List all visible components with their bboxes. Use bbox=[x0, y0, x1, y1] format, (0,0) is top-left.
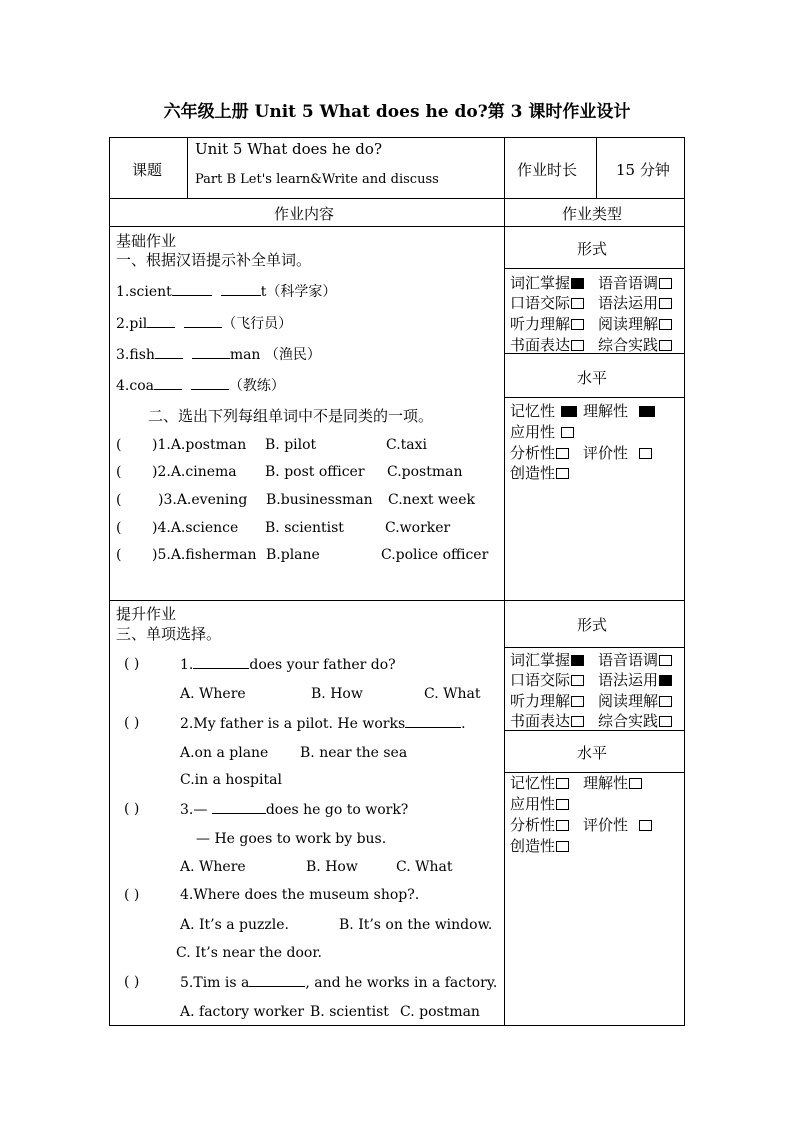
level-checkbox[interactable] bbox=[629, 778, 642, 789]
word-prefix: 1.scient bbox=[116, 284, 172, 300]
stem-lead: 3.— bbox=[180, 802, 208, 818]
answer-blank[interactable] bbox=[193, 656, 249, 669]
level-checkbox[interactable] bbox=[561, 427, 574, 438]
skill-item bbox=[510, 334, 584, 355]
level-checkbox[interactable] bbox=[556, 799, 569, 810]
skill-item bbox=[598, 334, 672, 355]
level-checkbox[interactable] bbox=[556, 820, 569, 831]
option-b: B. It’s on the window. bbox=[339, 917, 493, 933]
answer-blank[interactable] bbox=[154, 377, 182, 390]
skill-item bbox=[598, 272, 672, 293]
stem-lead: 5.Tim is a bbox=[180, 975, 250, 991]
level-item bbox=[510, 400, 577, 421]
choice-paren[interactable]: ( bbox=[116, 520, 122, 536]
choice-option-a: )5.A.fisherman bbox=[152, 547, 257, 563]
choice-option-c: C.next week bbox=[388, 492, 475, 508]
option-c: C. What bbox=[396, 859, 453, 875]
option-a: A. It’s a puzzle. bbox=[180, 917, 289, 933]
question-reply: — He goes to work by bus. bbox=[196, 831, 387, 847]
skill-item bbox=[510, 272, 584, 293]
choice-option-b: B. pilot bbox=[265, 437, 317, 453]
skill-label: 综合实践 bbox=[598, 336, 659, 354]
part-title: Part B Let's learn&Write and discuss bbox=[195, 172, 439, 187]
level-checkbox[interactable] bbox=[556, 841, 569, 852]
question-stem bbox=[180, 974, 497, 991]
option-c: C. What bbox=[424, 686, 481, 702]
word-prefix: 3.fish bbox=[116, 347, 155, 363]
skill-label: 综合实践 bbox=[598, 712, 659, 730]
option-b: B. How bbox=[311, 686, 363, 702]
question-stem bbox=[180, 715, 466, 732]
choice-option-a: )4.A.science bbox=[152, 520, 239, 536]
choice-option-c: C.taxi bbox=[386, 437, 428, 453]
answer-blank[interactable] bbox=[184, 315, 222, 328]
answer-blank[interactable] bbox=[249, 974, 305, 987]
level-label: 水平 bbox=[577, 744, 608, 762]
skill-checkbox[interactable] bbox=[571, 319, 584, 330]
option-b: B. scientist bbox=[310, 1004, 389, 1020]
level-text: 理解性 bbox=[583, 402, 629, 420]
level-checkbox[interactable] bbox=[639, 448, 652, 459]
unit-title: Unit 5 What does he do? bbox=[195, 140, 382, 158]
level-item bbox=[510, 772, 569, 793]
choice-option-c: C.worker bbox=[385, 520, 451, 536]
word-suffix: （飞行员） bbox=[222, 316, 293, 332]
option-a: A. Where bbox=[180, 686, 246, 702]
stem-rest: , and he works in a factory. bbox=[305, 975, 498, 991]
skill-label: 语法运用 bbox=[598, 294, 659, 312]
skill-checkbox[interactable] bbox=[659, 696, 672, 707]
option-a: A. factory worker bbox=[180, 1004, 305, 1020]
basic-heading: 基础作业 bbox=[116, 232, 177, 250]
word-item bbox=[116, 281, 336, 301]
level-text: 分析性 bbox=[510, 816, 556, 834]
choice-option-c: C.police officer bbox=[381, 547, 489, 563]
level-checkbox[interactable] bbox=[561, 406, 577, 417]
advanced-heading: 提升作业 bbox=[116, 605, 177, 623]
level-text: 应用性 bbox=[510, 423, 556, 441]
skill-label: 听力理解 bbox=[510, 315, 571, 333]
skill-item bbox=[598, 292, 672, 313]
word-item bbox=[116, 313, 292, 333]
level-checkbox[interactable] bbox=[556, 778, 569, 789]
choice-paren[interactable]: ( bbox=[116, 492, 122, 508]
question-stem bbox=[180, 656, 396, 673]
level-checkbox[interactable] bbox=[556, 448, 569, 459]
skill-checkbox[interactable] bbox=[571, 298, 584, 309]
content-label: 作业内容 bbox=[274, 205, 335, 223]
level-label: 水平 bbox=[577, 369, 608, 387]
option-c: C. It’s near the door. bbox=[176, 945, 322, 961]
skill-label: 阅读理解 bbox=[598, 692, 659, 710]
choice-option-a: )2.A.cinema bbox=[152, 464, 237, 480]
section1-title: 一、根据汉语提示补全单词。 bbox=[116, 251, 312, 269]
skill-item bbox=[598, 690, 672, 711]
topic-label: 课题 bbox=[132, 161, 163, 179]
stem-lead: 2.My father is a pilot. He works bbox=[180, 716, 406, 732]
section2-title: 二、选出下列每组单词中不是同类的一项。 bbox=[148, 407, 434, 425]
question-stem: 4.Where does the museum shop?. bbox=[180, 887, 420, 903]
answer-blank[interactable] bbox=[192, 346, 230, 359]
word-prefix: 4.coa bbox=[116, 378, 154, 394]
skill-label: 口语交际 bbox=[510, 671, 571, 689]
level-text: 应用性 bbox=[510, 795, 556, 813]
option-a: A. Where bbox=[180, 859, 246, 875]
skill-item bbox=[598, 649, 672, 670]
level-checkbox[interactable] bbox=[556, 468, 569, 479]
skill-item bbox=[510, 669, 584, 690]
skill-checkbox[interactable] bbox=[571, 696, 584, 707]
level-text: 创造性 bbox=[510, 837, 556, 855]
form-label: 形式 bbox=[577, 616, 608, 634]
choice-option-a: )1.A.postman bbox=[152, 437, 247, 453]
skill-item bbox=[510, 313, 584, 334]
level-item bbox=[510, 793, 569, 814]
level-checkbox[interactable] bbox=[639, 820, 652, 831]
level-item bbox=[510, 421, 574, 442]
answer-blank[interactable] bbox=[191, 377, 229, 390]
answer-blank[interactable] bbox=[212, 801, 266, 814]
question-paren[interactable]: ( ) bbox=[124, 887, 140, 903]
level-item bbox=[583, 442, 652, 463]
level-text: 评价性 bbox=[583, 444, 629, 462]
skill-checkbox[interactable] bbox=[571, 675, 584, 686]
level-text: 创造性 bbox=[510, 464, 556, 482]
skill-checkbox[interactable] bbox=[659, 319, 672, 330]
question-stem bbox=[180, 801, 408, 818]
choice-option-b: B.plane bbox=[266, 547, 320, 563]
skill-label: 阅读理解 bbox=[598, 315, 659, 333]
skill-checkbox[interactable] bbox=[659, 278, 672, 289]
word-suffix: （教练） bbox=[228, 378, 285, 394]
type-label: 作业类型 bbox=[562, 205, 623, 223]
stem-rest: . bbox=[461, 716, 466, 732]
word-suffix: man （渔民） bbox=[229, 347, 321, 363]
stem-rest: does your father do? bbox=[249, 657, 396, 673]
skill-label: 听力理解 bbox=[510, 692, 571, 710]
section3-title: 三、单项选择。 bbox=[116, 625, 222, 643]
skill-checkbox[interactable] bbox=[659, 675, 672, 686]
skill-checkbox[interactable] bbox=[571, 340, 584, 351]
skill-item bbox=[510, 690, 584, 711]
skill-item bbox=[510, 292, 584, 313]
skill-checkbox[interactable] bbox=[659, 716, 672, 727]
skill-item bbox=[598, 710, 672, 731]
choice-paren[interactable]: ( bbox=[116, 547, 122, 563]
option-c: C. postman bbox=[400, 1004, 480, 1020]
skill-item bbox=[510, 649, 584, 670]
skill-label: 书面表达 bbox=[510, 336, 571, 354]
choice-option-b: B. scientist bbox=[265, 520, 344, 536]
level-item bbox=[583, 772, 642, 793]
choice-paren[interactable]: ( bbox=[116, 437, 122, 453]
skill-checkbox[interactable] bbox=[571, 655, 584, 666]
question-paren[interactable]: ( ) bbox=[124, 974, 140, 990]
level-item bbox=[510, 835, 569, 856]
skill-item bbox=[598, 313, 672, 334]
level-text: 理解性 bbox=[583, 774, 629, 792]
question-paren[interactable]: ( ) bbox=[124, 656, 140, 672]
skill-label: 词汇掌握 bbox=[510, 651, 571, 669]
skill-checkbox[interactable] bbox=[571, 716, 584, 727]
skill-item bbox=[510, 710, 584, 731]
question-paren[interactable]: ( ) bbox=[124, 801, 140, 817]
skill-checkbox[interactable] bbox=[659, 340, 672, 351]
form-label: 形式 bbox=[577, 240, 608, 258]
question-paren[interactable]: ( ) bbox=[124, 715, 140, 731]
answer-blank[interactable] bbox=[405, 715, 461, 728]
skill-label: 语法运用 bbox=[598, 671, 659, 689]
level-item bbox=[510, 442, 569, 463]
level-text: 评价性 bbox=[583, 816, 629, 834]
level-item bbox=[510, 814, 569, 835]
skill-item bbox=[598, 669, 672, 690]
choice-option-c: C.postman bbox=[387, 464, 463, 480]
option-b: B. near the sea bbox=[300, 745, 408, 761]
word-item bbox=[116, 375, 285, 395]
skill-checkbox[interactable] bbox=[659, 655, 672, 666]
choice-paren[interactable]: ( bbox=[116, 464, 122, 480]
skill-label: 语音语调 bbox=[598, 651, 659, 669]
choice-option-b: B.businessman bbox=[266, 492, 373, 508]
answer-blank[interactable] bbox=[147, 315, 175, 328]
level-item bbox=[583, 400, 655, 421]
level-item bbox=[583, 814, 652, 835]
duration-label: 作业时长 bbox=[517, 161, 578, 179]
level-checkbox[interactable] bbox=[639, 406, 655, 417]
word-suffix: t（科学家） bbox=[260, 284, 337, 300]
skill-label: 口语交际 bbox=[510, 294, 571, 312]
level-text: 记忆性 bbox=[510, 402, 556, 420]
answer-blank[interactable] bbox=[155, 346, 183, 359]
page-title: 六年级上册 Unit 5 What does he do?第 3 课时作业设计 bbox=[163, 102, 631, 122]
duration-value: 15 分钟 bbox=[616, 161, 670, 179]
choice-option-a: )3.A.evening bbox=[158, 492, 248, 508]
level-item bbox=[510, 462, 569, 483]
word-item bbox=[116, 344, 321, 364]
option-a: A.on a plane bbox=[180, 745, 269, 761]
level-text: 记忆性 bbox=[510, 774, 556, 792]
skill-label: 语音语调 bbox=[598, 274, 659, 292]
choice-option-b: B. post officer bbox=[265, 464, 365, 480]
skill-label: 书面表达 bbox=[510, 712, 571, 730]
word-prefix: 2.pil bbox=[116, 316, 148, 332]
skill-label: 词汇掌握 bbox=[510, 274, 571, 292]
answer-blank[interactable] bbox=[221, 283, 261, 296]
skill-checkbox[interactable] bbox=[659, 298, 672, 309]
skill-checkbox[interactable] bbox=[571, 278, 584, 289]
level-text: 分析性 bbox=[510, 444, 556, 462]
stem-lead: 1. bbox=[180, 657, 194, 673]
option-c: C.in a hospital bbox=[180, 772, 282, 788]
stem-rest: does he go to work? bbox=[265, 802, 409, 818]
option-b: B. How bbox=[306, 859, 358, 875]
answer-blank[interactable] bbox=[172, 283, 212, 296]
